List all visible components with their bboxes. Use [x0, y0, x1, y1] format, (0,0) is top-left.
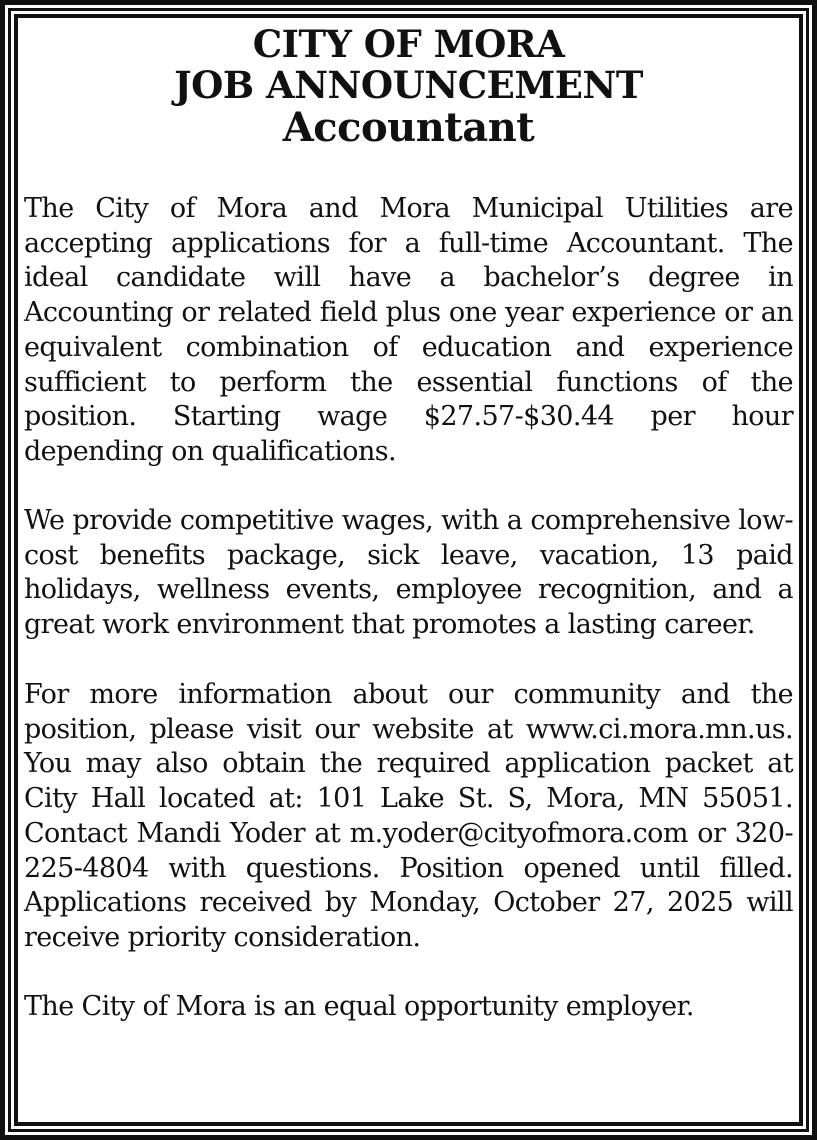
- eeo-statement: The City of Mora is an equal opportunity employer.: [24, 991, 694, 1022]
- job-description-paragraph: The City of Mora and Mora Municipal Utilities are accepting applications for a full-time Accountant. The ideal candidate will have a bachelor’s degree in Accounting or related field plus one year experience or an equivalent combination of education and experience sufficient to perform the essential functions of the position. Starting wage $27.57-$30.44 per hour depending on qualifications.: [24, 193, 793, 467]
- announcement-title: JOB ANNOUNCEMENT: [174, 63, 643, 107]
- contact-paragraph: For more information about our community and the position, please visit our website at www.ci.mora.mn.us. You may also obtain the required application packet at City Hall located at: 101 Lake St. S, Mora, MN 55051. Contact Mandi Yoder at m.yoder@cityofmora.com or 320-225-4804 with questions. Position opened until filled. Applications received by Monday, October 27, 2025 will receive priority consideration.: [24, 679, 793, 953]
- job-title: Accountant: [282, 104, 535, 151]
- announcement-content: [24, 22, 793, 1022]
- benefits-paragraph: We provide competitive wages, with a comprehensive low-cost benefits package, sick leave, vacation, 13 paid holidays, wellness events, employee recognition, and a great work environment that promotes a lasting career.: [24, 505, 793, 641]
- city-title: CITY OF MORA: [252, 22, 565, 66]
